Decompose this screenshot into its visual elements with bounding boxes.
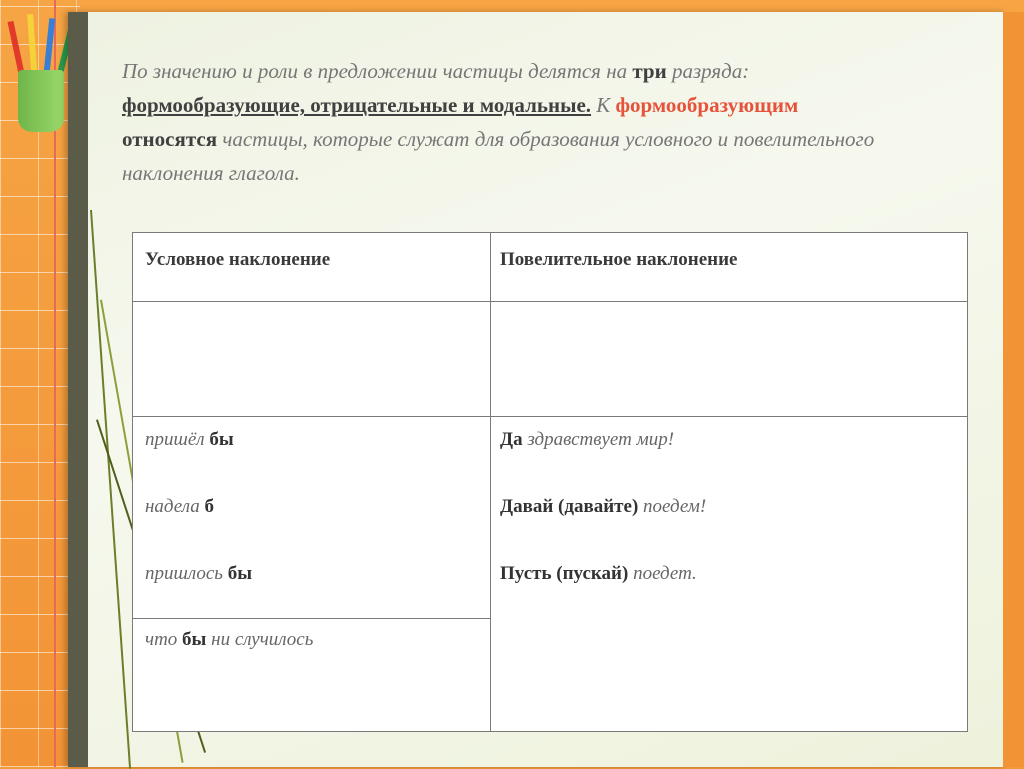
table-divider <box>133 301 967 302</box>
header-imperative: Повелительное наклонение <box>500 249 738 270</box>
intro-paragraph: По значению и роли в предложении частицы делятся на три разряда: формообразующие, отрицательные и модальные. К формообразующим относятся частицы, которые служат для образования условного и повелительного наклонения глагола. <box>122 59 875 185</box>
imperative-example: Да здравствует мир! <box>500 429 675 450</box>
conditional-example: надела б <box>145 496 214 517</box>
table-divider <box>133 416 967 417</box>
imperative-example: Давай (давайте) поедем! <box>500 496 707 517</box>
particles-table <box>132 232 968 732</box>
conditional-example: пришёл бы <box>145 429 234 450</box>
right-edge <box>1003 12 1024 767</box>
header-conditional: Условное наклонение <box>145 249 331 270</box>
imperative-example: Пусть (пускай) поедет. <box>500 563 697 584</box>
slide-left-strip <box>68 12 88 767</box>
table-divider <box>490 233 491 731</box>
table-divider <box>133 618 490 619</box>
conditional-example: пришлось бы <box>145 563 253 584</box>
conditional-example: что бы ни случилось <box>145 629 314 650</box>
